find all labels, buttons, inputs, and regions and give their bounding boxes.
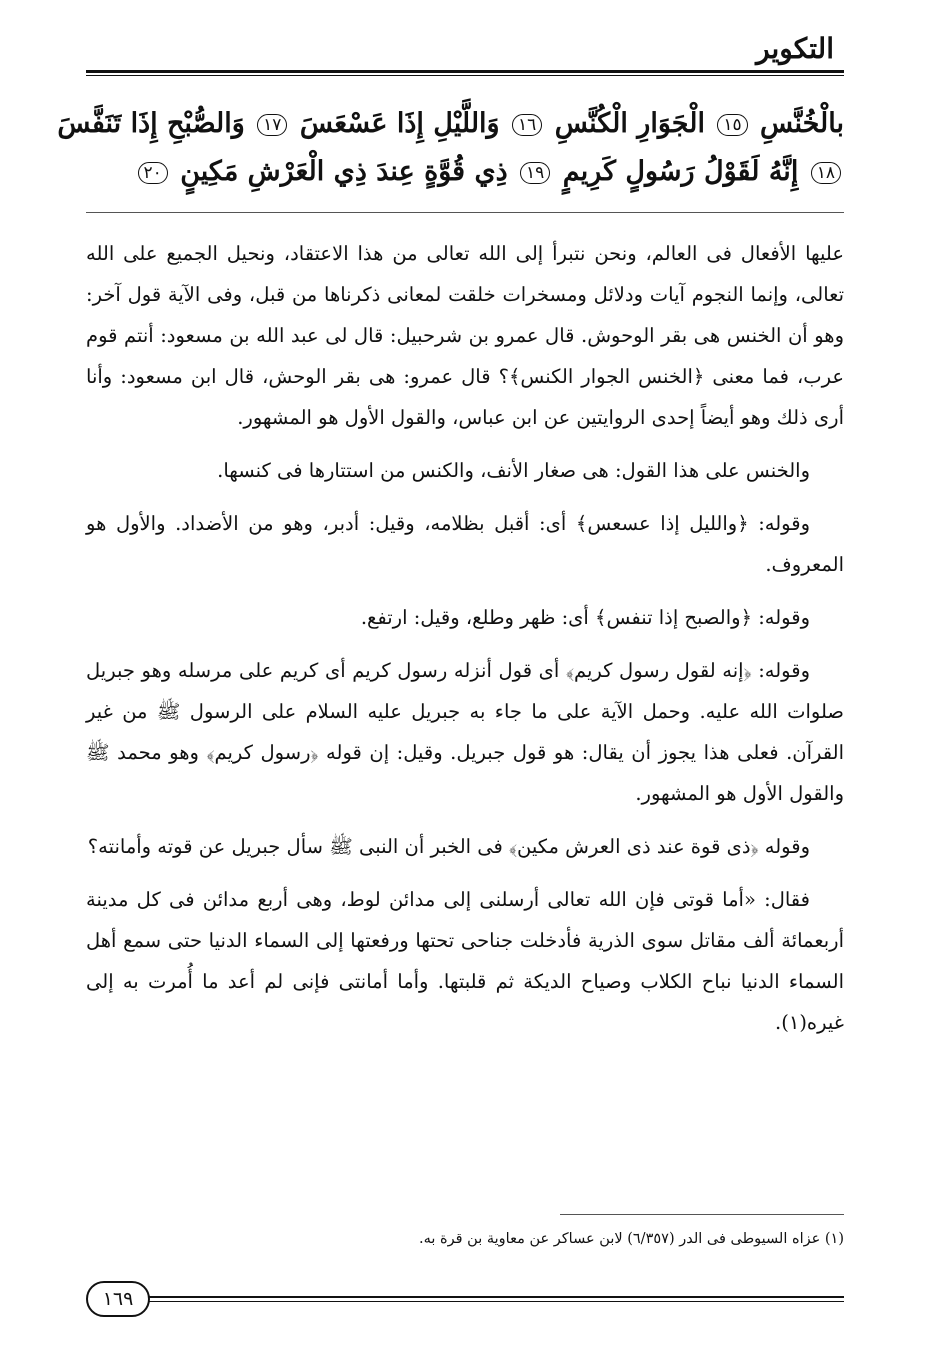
verse-text: إِنَّهُ لَقَوْلُ رَسُولٍ كَرِيمٍ: [562, 156, 799, 187]
verse-line-1: [57, 100, 844, 148]
verses-divider: [86, 212, 844, 213]
paragraph: والخنس على هذا القول: هى صغار الأنف، والكنس من استتارها فى كنسها.: [217, 459, 810, 482]
page-header: [86, 28, 844, 68]
verse-text: الْجَوَارِ الْكُنَّسِ: [554, 108, 705, 139]
ayah-number-marker: ١٦: [512, 114, 542, 136]
page-footer: [86, 1280, 844, 1320]
paragraph: فقال: «أما قوتى فإن الله تعالى أرسلنى إلى مدائن لوط، وهى أربع مدائن فى كل مدينة أربعمائة ألف مقاتل سوى الذرية فأدخلت جناحى تحتها ورفعتها إلى السماء الدنيا حتى سمع أهل السماء الدنيا نباح الكلاب وصياح الديكة ثم قلبتها. وأما أمانتى فإنى لم أعد ما أُمرت به إلى غيره(١).: [86, 888, 844, 1034]
ayah-number-marker: ١٩: [520, 162, 550, 184]
header-rule: [86, 70, 844, 76]
surah-title: التكوير: [756, 32, 834, 65]
footer-rule: [148, 1296, 844, 1302]
ayah-number-marker: ١٥: [717, 114, 747, 136]
verse-text: بالْخُنَّسِ: [760, 108, 844, 139]
paragraph: وقوله: ﴿والليل إذا عسعس﴾ أى: أقبل بظلامه، وقيل: أدبر، وهو من الأضداد. والأول هو المعروف.: [86, 512, 844, 576]
footnote: (١) عزاه السيوطى فى الدر (٦/٣٥٧) لابن عساكر عن معاوية بن قرة به.: [419, 1231, 844, 1247]
verse-text: ذِي قُوَّةٍ عِندَ ذِي الْعَرْشِ مَكِينٍ: [180, 156, 508, 187]
verse-text: وَاللَّيْلِ إِذَا عَسْعَسَ: [299, 108, 500, 139]
paragraph: وقوله: ﴿إنه لقول رسول كريم﴾ أى قول أنزله رسول كريم أى كريم على مرسله وهو جبريل صلوات الله عليه. وحمل الآية على ما جاء به جبريل عليه السلام على الرسول ﷺ من غير القرآن. فعلى هذا يجوز أن يقال: هو قول جبريل. وقيل: إن قوله ﴿رسول كريم﴾ وهو محمد ﷺ والقول الأول هو المشهور.: [86, 659, 844, 805]
ayah-number-marker: ٢٠: [138, 162, 168, 184]
ayah-number-marker: ١٧: [257, 114, 287, 136]
commentary-body: [86, 233, 844, 1055]
paragraph: وقوله: ﴿والصبح إذا تنفس﴾ أى: ظهر وطلع، وقيل: ارتفع.: [360, 606, 810, 629]
verse-line-2: [86, 148, 844, 196]
ayah-number-marker: ١٨: [811, 162, 841, 184]
paragraph: عليها الأفعال فى العالم، ونحن نتبرأ إلى الله تعالى من هذا الاعتقاد، ونحيل الجميع على الله تعالى، وإنما النجوم آيات ودلائل ومسخرات خلقت لمعانى ذكرناها من قبل، وفى الآية قول آخر: وهو أن الخنس هى بقر الوحوش. قال عمرو بن شرحبيل: قال لى عبد الله بن مسعود: أنتم قوم عرب، فما معنى ﴿الخنس الجوار الكنس﴾؟ قال عمرو: هى بقر الوحش، قال ابن مسعود: وأنا أرى ذلك وهو أيضاً إحدى الروايتين عن ابن عباس، والقول الأول هو المشهور.: [86, 242, 844, 429]
quran-verses-block: [57, 100, 844, 196]
page-number: ١٦٩: [86, 1281, 150, 1317]
verse-text: وَالصُّبْحِ إِذَا تَنَفَّسَ: [57, 108, 245, 139]
paragraph: وقوله ﴿ذى قوة عند ذى العرش مكين﴾ فى الخبر أن النبى ﷺ سأل جبريل عن قوته وأمانته؟: [87, 835, 810, 858]
footnote-divider: [560, 1214, 844, 1215]
